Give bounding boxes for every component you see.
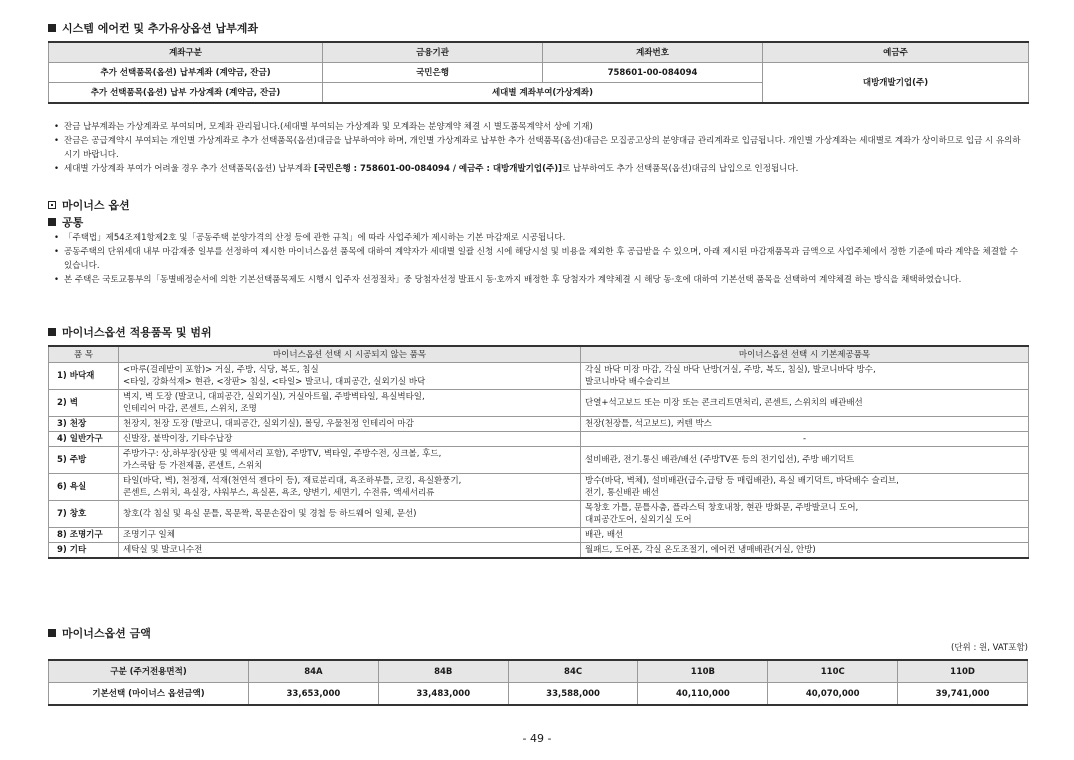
cell-line: 배관, 배선: [585, 530, 624, 540]
header-cell: 금융기관: [323, 42, 543, 63]
cell-line: 단열+석고보드 또는 미장 또는 콘크리트면처리, 콘센트, 스위치의 배관배선: [585, 398, 863, 408]
cell-line: 방수(바닥, 벽체), 설비배관(급수,급탕 등 매립배관), 욕실 배기덕트, 바닥배수 슬리브,: [585, 476, 899, 486]
cell-line: 발코니바닥 배수슬리브: [585, 377, 670, 387]
page-number: - 49 -: [522, 732, 552, 745]
excluded-items: [119, 432, 581, 447]
cell-line: 콘센트, 스위치, 욕실장, 샤워부스, 욕실폰, 욕조, 양변기, 세면기, 수전류, 액세서리류: [123, 488, 435, 498]
excluded-items: [119, 528, 581, 543]
header-cell: 84C: [508, 660, 638, 683]
square-bullet-icon: [48, 328, 56, 336]
cell-line: -: [802, 434, 807, 444]
account-type: 추가 선택품목(옵션) 납부 가상계좌 (계약금, 잔금): [49, 83, 323, 104]
table-row: [49, 474, 1029, 501]
item-category: [49, 474, 119, 501]
item-category: [49, 447, 119, 474]
note-item: • 본 주택은 국토교통부의「동별배정순서에 의한 기본선택품목제도 시행시 입주자 선정절차」중 당첨자선정 발표시 동·호까지 배정한 후 당첨자가 계약체결 시 해당 동·호에 대하여 기본선택 품목을 선택하여 계약체결 하는 방식을 채택하였습니다.: [48, 273, 1028, 287]
excluded-items: [119, 543, 581, 559]
excluded-items: [119, 501, 581, 528]
cell-line: <타일, 강화석재> 현관, <장판> 침실, <타일> 발코니, 대피공간, 실외기실 바닥: [123, 377, 426, 387]
provided-items: [581, 432, 1029, 447]
account-type: 추가 선택품목(옵션) 납부계좌 (계약금, 잔금): [49, 63, 323, 83]
bank-name: 국민은행: [323, 63, 543, 83]
cell-line: 조명기구 일체: [123, 530, 175, 540]
item-category: [49, 501, 119, 528]
cell-line: 가스쿡탑 등 가전제품, 콘센트, 스위치: [123, 461, 263, 471]
cell-line: 1) 바닥재: [57, 371, 95, 381]
cell-line: 2) 벽: [57, 398, 78, 408]
cell-line: 6) 욕실: [57, 482, 87, 492]
amount-cell: 33,483,000: [378, 683, 508, 706]
header-cell: 110B: [638, 660, 768, 683]
table-row: [49, 543, 1029, 559]
cell-line: 각실 바닥 미장 마감, 각실 바닥 난방(거실, 주방, 복도, 침실), 발코니바닥 방수,: [585, 365, 876, 375]
note-item: • 「주택법」제54조제1항제2호 및「공동주택 분양가격의 산정 등에 관한 규칙」에 따라 사업주체가 제시하는 기본 마감재로 시공됩니다.: [48, 231, 1028, 245]
note-text: 로 납부하여도 추가 선택품목(옵션)대금의 납입으로 인정됩니다.: [561, 164, 799, 174]
cell-line: 목창호 가틀, 문틀사춤, 플라스틱 창호내창, 현관 방화문, 주방발코니 도어,: [585, 503, 859, 513]
table-row: [49, 683, 1028, 706]
provided-items: [581, 390, 1029, 417]
provided-items: [581, 501, 1029, 528]
excluded-items: [119, 417, 581, 432]
provided-items: [581, 474, 1029, 501]
amount-cell: 33,653,000: [249, 683, 379, 706]
item-category: [49, 432, 119, 447]
header-cell: 계좌번호: [543, 42, 763, 63]
header-cell: 품 목: [49, 346, 119, 363]
table-row: [49, 363, 1029, 390]
cell-line: 천장(천장틀, 석고보드), 커텐 박스: [585, 419, 712, 429]
table-row: [49, 501, 1029, 528]
item-category: [49, 363, 119, 390]
cell-line: 전기, 통신배관 배선: [585, 488, 659, 498]
header-cell: 84A: [249, 660, 379, 683]
section-heading-scope: [48, 324, 212, 340]
item-category: [49, 390, 119, 417]
cell-line: 벽지, 벽 도장 (발코니, 대피공간, 실외기실), 거실아트월, 주방벽타일, 욕실벽타일,: [123, 392, 425, 402]
unit-note: (단위 : 원, VAT포함): [951, 643, 1028, 653]
excluded-items: [119, 474, 581, 501]
note-item: [48, 162, 1028, 176]
sub-heading-common: [48, 214, 83, 230]
cell-line: 9) 기타: [57, 545, 87, 555]
excluded-items: [119, 390, 581, 417]
header-cell: 110D: [898, 660, 1028, 683]
header-cell: 구분 (주거전용면적): [49, 660, 249, 683]
header-cell: 마이너스옵션 선택 시 시공되지 않는 품목: [119, 346, 581, 363]
section-title: 마이너스 옵션: [62, 199, 130, 212]
minus-option-scope-table: [48, 345, 1029, 559]
note-bold: [국민은행 : 758601-00-084094 / 예금주 : 대방개발기업(주)]: [313, 164, 562, 174]
cell-line: 대피공간도어, 실외기실 도어: [585, 515, 692, 525]
provided-items: [581, 528, 1029, 543]
section-title: 마이너스옵션 적용품목 및 범위: [62, 326, 212, 339]
item-category: [49, 417, 119, 432]
virtual-account: 세대별 계좌부여(가상계좌): [323, 83, 763, 104]
item-category: [49, 543, 119, 559]
cell-line: 천장지, 천장 도장 (발코니, 대피공간, 실외기실), 몰딩, 우물천정 인테리어 마감: [123, 419, 414, 429]
section-heading-amount: [48, 625, 151, 641]
note-item: • 잔금 납부계좌는 가상계좌로 부여되며, 모계좌 관리됩니다.(세대별 부여되는 가상계좌 및 모계좌는 분양계약 체결 시 별도품목계약서 상에 기재): [48, 120, 1028, 134]
account-table: [48, 41, 1029, 104]
cell-line: 8) 조명기구: [57, 530, 103, 540]
cell-line: 월패드, 도어폰, 각실 온도조절기, 에어컨 냉매배관(거실, 안방): [585, 545, 816, 555]
amount-cell: 40,070,000: [768, 683, 898, 706]
cell-line: 5) 주방: [57, 455, 87, 465]
header-cell: 계좌구분: [49, 42, 323, 63]
provided-items: [581, 363, 1029, 390]
cell-line: 주방가구: 상,하부장(상판 및 액세서리 포함), 주방TV, 벽타일, 주방수전, 싱크볼, 후드,: [123, 449, 442, 459]
table-row: [49, 390, 1029, 417]
note-item: • 공동주택의 단위세대 내부 마감재중 일부를 선정하여 제시한 마이너스옵션 품목에 대하여 계약자가 세대별 일괄 신청 시에 해당시설 및 비용을 제외한 후 공급받을 수 있으며, 아래 제시된 마감재품목과 금액으로 사업주체에서 정한 기준에 따라 계약을 체결할 수 있습니다.: [48, 245, 1028, 273]
provided-items: [581, 447, 1029, 474]
cell-line: 인테리어 마감, 콘센트, 스위치, 조명: [123, 404, 257, 414]
header-cell: 마이너스옵션 선택 시 기본제공품목: [581, 346, 1029, 363]
cell-line: 7) 창호: [57, 509, 87, 519]
table-row: [49, 528, 1029, 543]
account-notes: [48, 120, 1028, 176]
header-cell: 84B: [378, 660, 508, 683]
table-row: [49, 447, 1029, 474]
square-bullet-icon: [48, 24, 56, 32]
common-notes: [48, 231, 1028, 287]
section-title: 마이너스옵션 금액: [62, 627, 151, 640]
account-number: 758601-00-084094: [543, 63, 763, 83]
cell-line: 신발장, 붙박이장, 기타수납장: [123, 434, 233, 444]
cell-line: <마루(걸레받이 포함)> 거실, 주방, 식당, 복도, 침실: [123, 365, 319, 375]
header-cell: 110C: [768, 660, 898, 683]
row-label: 기본선택 (마이너스 옵션금액): [49, 683, 249, 706]
cell-line: 4) 일반가구: [57, 434, 103, 444]
sub-title: 공통: [62, 216, 84, 229]
table-row: [49, 432, 1029, 447]
item-category: [49, 528, 119, 543]
amount-cell: 39,741,000: [898, 683, 1028, 706]
table-row: [49, 63, 1029, 83]
table-row: [49, 417, 1029, 432]
amount-cell: 33,588,000: [508, 683, 638, 706]
provided-items: [581, 543, 1029, 559]
section-title: 시스템 에어컨 및 추가유상옵션 납부계좌: [62, 22, 258, 35]
table-header-row: [49, 660, 1028, 683]
minus-option-amount-table: [48, 659, 1028, 706]
square-bullet-icon: [48, 218, 56, 226]
section-heading-minus-option: [48, 197, 130, 213]
table-header-row: [49, 42, 1029, 63]
cell-line: 타일(바닥, 벽), 천정재, 석재(천연석 젠다이 등), 재료분리대, 욕조하부틀, 코킹, 욕실환풍기,: [123, 476, 462, 486]
cell-line: 설비배관, 전기.통신 배관/배선 (주방TV폰 등의 전기입선), 주방 배기덕트: [585, 455, 855, 465]
section-heading-accounts: [48, 20, 258, 36]
note-text: 세대별 가상계좌 부여가 어려울 경우 추가 선택품목(옵션) 납부계좌: [64, 164, 314, 174]
cell-line: 세탁실 및 발코니수전: [123, 545, 203, 555]
amount-cell: 40,110,000: [638, 683, 768, 706]
account-holder: 대방개발기업(주): [763, 63, 1029, 104]
excluded-items: [119, 363, 581, 390]
provided-items: [581, 417, 1029, 432]
cell-line: 3) 천장: [57, 419, 87, 429]
cell-line: 창호(각 침실 및 욕실 문틀, 목문짝, 목문손잡이 및 경첩 등 하드웨어 일체, 문선): [123, 509, 417, 519]
header-cell: 예금주: [763, 42, 1029, 63]
square-outline-bullet-icon: [48, 201, 56, 209]
excluded-items: [119, 447, 581, 474]
square-bullet-icon: [48, 629, 56, 637]
table-header-row: [49, 346, 1029, 363]
note-item: • 잔금은 공급계약시 부여되는 개인별 가상계좌로 추가 선택품목(옵션)대금을 납부하여야 하며, 개인별 가상계좌로 납부한 추가 선택품목(옵션)대금은 모집공고상의 분양대금 관리계좌로 입금됩니다. 개인별 가상계좌는 세대별로 계좌가 상이하므로 입금 시 유의하시기 바랍니다.: [48, 134, 1028, 162]
